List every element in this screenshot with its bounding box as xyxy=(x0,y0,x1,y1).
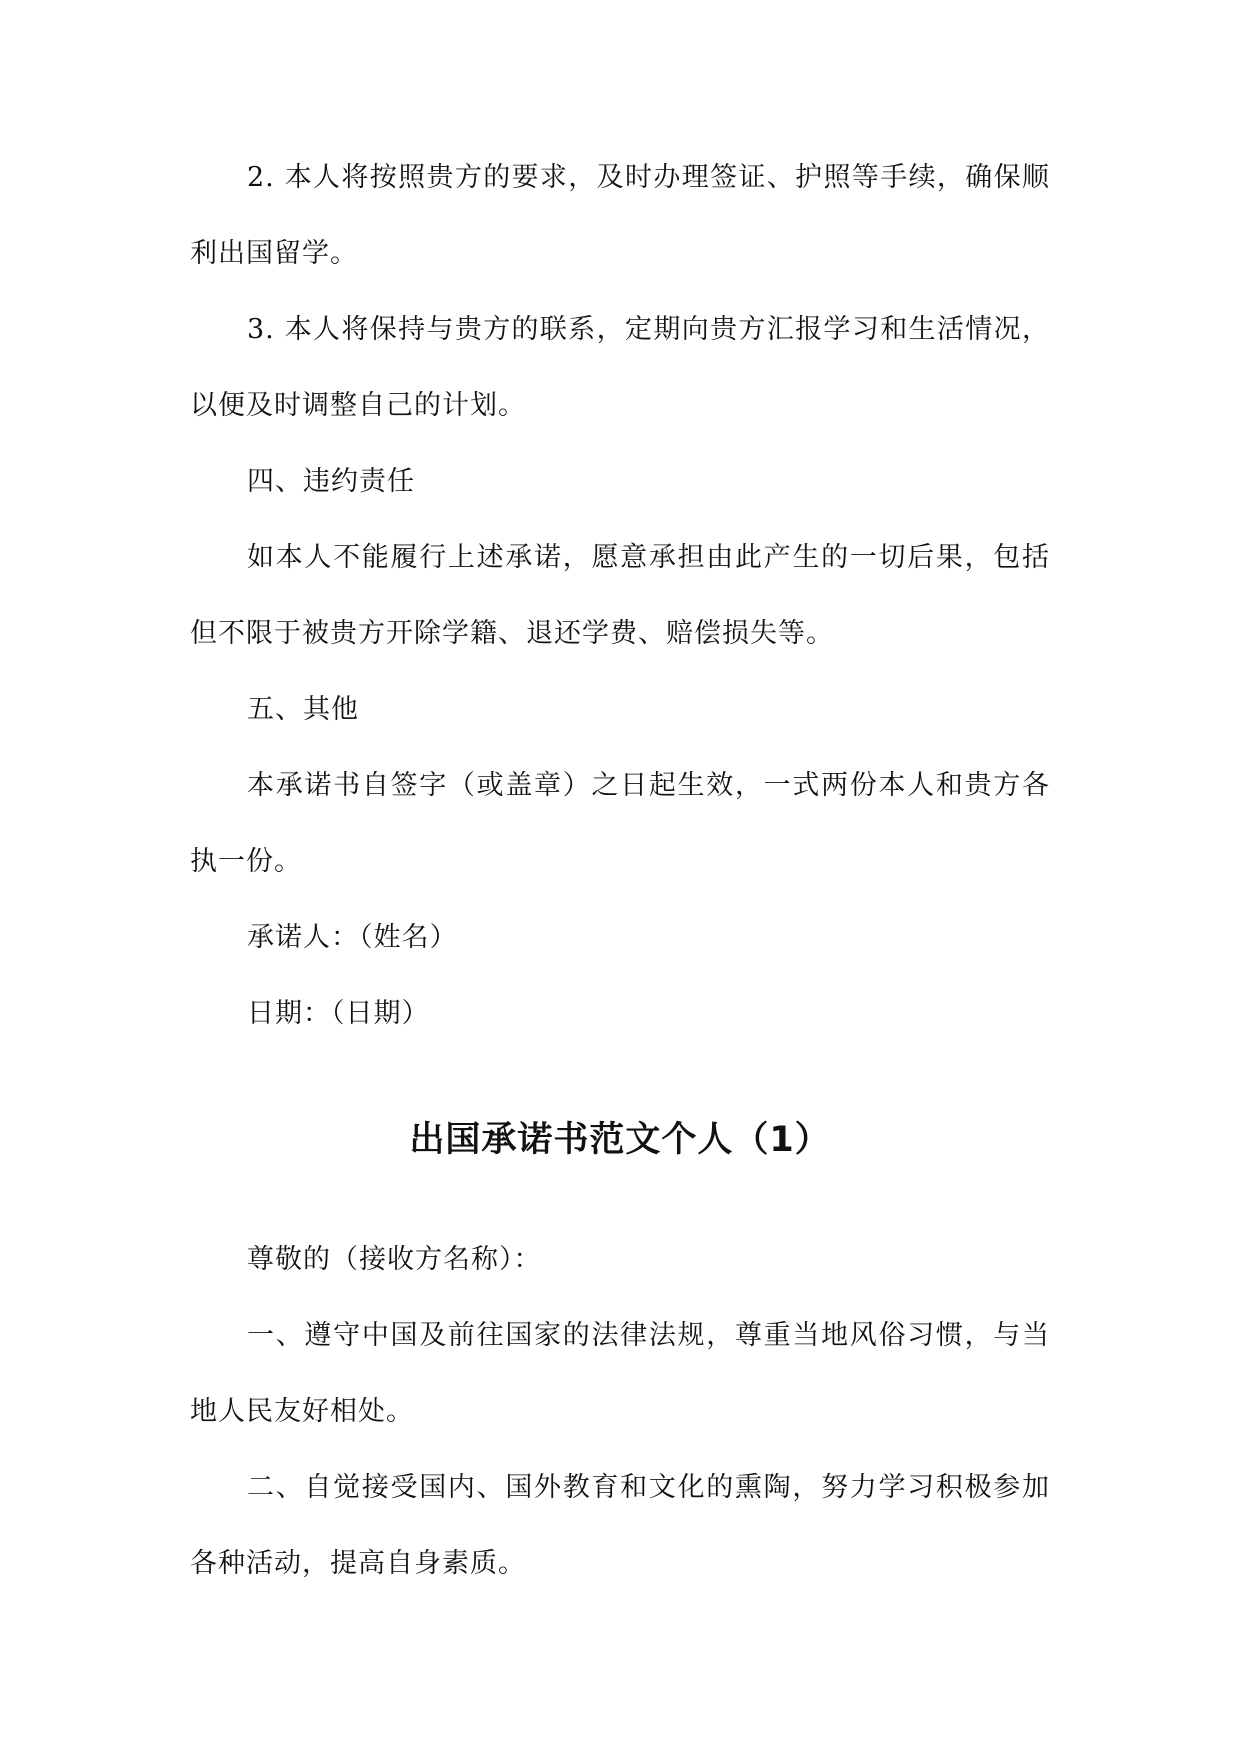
date-line: 日期：（日期） xyxy=(247,998,430,1029)
salutation: 尊敬的（接收方名称）： xyxy=(247,1244,542,1275)
paragraph-effective-date: 本承诺书自签字（或盖章）之日起生效，一式两份本人和贵方各执一份。 xyxy=(190,770,1050,877)
signatory-line: 承诺人：（姓名） xyxy=(247,922,458,953)
paragraph-law-compliance: 一、遵守中国及前往国家的法律法规，尊重当地风俗习惯，与当地人民友好相处。 xyxy=(190,1320,1050,1427)
paragraph-item-3: 3. 本人将保持与贵方的联系，定期向贵方汇报学习和生活情况，以便及时调整自己的计划。 xyxy=(190,314,1050,421)
document-body xyxy=(190,140,1050,1602)
paragraph-item-2: 2. 本人将按照贵方的要求，及时办理签证、护照等手续，确保顺利出国留学。 xyxy=(190,162,1050,269)
paragraph-breach-liability: 如本人不能履行上述承诺，愿意承担由此产生的一切后果，包括但不限于被贵方开除学籍、退还学费、赔偿损失等。 xyxy=(190,542,1050,649)
section-heading-other: 五、其他 xyxy=(247,694,359,725)
section-heading-breach: 四、违约责任 xyxy=(247,466,415,497)
paragraph-education: 二、自觉接受国内、国外教育和文化的熏陶，努力学习积极参加各种活动，提高自身素质。 xyxy=(190,1472,1050,1579)
document-title: 出国承诺书范文个人（1） xyxy=(409,1120,831,1160)
